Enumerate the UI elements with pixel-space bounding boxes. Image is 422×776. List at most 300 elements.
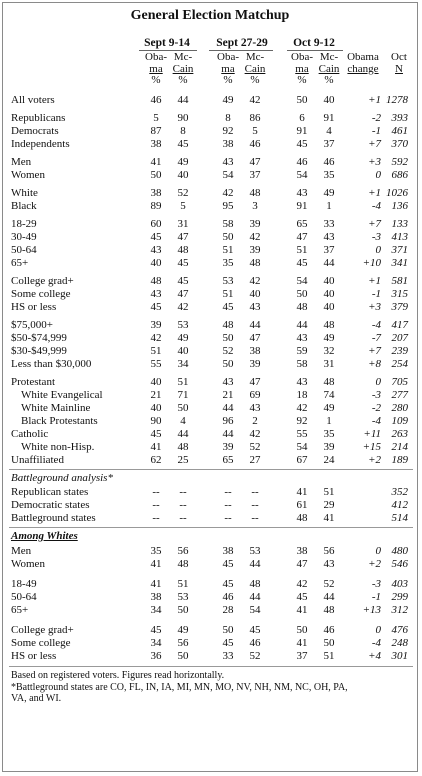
sample-size: 546 xyxy=(391,558,408,570)
mccain-value: 31 xyxy=(323,358,335,370)
obama-value: 51 xyxy=(296,244,308,256)
obama-value: 55 xyxy=(296,428,308,440)
obama-value: 41 xyxy=(150,558,162,570)
obama-value: 46 xyxy=(150,94,162,106)
row-label: White Mainline xyxy=(21,402,91,414)
obama-change-value: +7 xyxy=(368,138,381,150)
obama-value: 50 xyxy=(296,288,308,300)
obama-value: 42 xyxy=(222,187,234,199)
obama-value: 41 xyxy=(296,486,308,498)
obama-value: 43 xyxy=(222,156,234,168)
obama-value: 39 xyxy=(150,319,162,331)
mccain-value: 40 xyxy=(323,94,335,106)
obama-value: 45 xyxy=(222,301,234,313)
table-row xyxy=(3,169,417,182)
row-label: Women xyxy=(11,558,45,570)
row-label: 50-64 xyxy=(11,244,37,256)
obama-value: 51 xyxy=(150,345,162,357)
obama-change-value: -4 xyxy=(371,415,381,427)
obama-change-value: 0 xyxy=(375,244,381,256)
obama-change-value: +4 xyxy=(368,650,381,662)
table-row xyxy=(3,187,417,200)
table-row xyxy=(3,345,417,358)
mccain-value: 44 xyxy=(249,558,261,570)
obama-value: 44 xyxy=(222,428,234,440)
mccain-value: 52 xyxy=(249,650,261,662)
obama-value: 21 xyxy=(150,389,162,401)
row-label: Women xyxy=(11,169,45,181)
sample-size: 461 xyxy=(391,125,408,137)
mccain-value: 5 xyxy=(180,200,186,212)
mccain-value: 48 xyxy=(177,244,189,256)
mccain-value: 24 xyxy=(323,454,335,466)
mccain-value: 1 xyxy=(326,200,332,212)
obama-change-value: -4 xyxy=(371,319,381,331)
mccain-value: 42 xyxy=(177,301,189,313)
mccain-value: 44 xyxy=(249,591,261,603)
mccain-value: 43 xyxy=(323,231,335,243)
sample-size: 133 xyxy=(391,218,408,230)
row-label: 65+ xyxy=(11,604,29,616)
mccain-value: 74 xyxy=(323,389,335,401)
sample-size: 581 xyxy=(391,275,408,287)
mccain-value: 32 xyxy=(323,345,335,357)
obama-value: 5 xyxy=(153,112,159,124)
sample-size: 312 xyxy=(391,604,408,616)
obama-col-header: Oba- ma % xyxy=(145,51,167,86)
row-label: Men xyxy=(11,545,32,557)
obama-value: -- xyxy=(224,512,232,524)
obama-value: 54 xyxy=(296,275,308,287)
mccain-value: 40 xyxy=(323,301,335,313)
table-row xyxy=(3,578,417,591)
sample-size: 592 xyxy=(391,156,408,168)
table-row xyxy=(3,332,417,345)
obama-value: 38 xyxy=(150,187,162,199)
mccain-value: 46 xyxy=(249,637,261,649)
obama-value: 21 xyxy=(222,389,234,401)
section-divider xyxy=(9,666,413,667)
mccain-value: 2 xyxy=(252,415,258,427)
table-row xyxy=(3,650,417,663)
obama-change-value: -2 xyxy=(371,402,381,414)
among-whites-heading: Among Whites xyxy=(11,530,78,542)
sample-size: 280 xyxy=(391,402,408,414)
sample-size: 370 xyxy=(391,138,408,150)
obama-value: 50 xyxy=(296,94,308,106)
sample-size: 214 xyxy=(391,441,408,453)
obama-change-value: +15 xyxy=(362,441,381,453)
mccain-value: -- xyxy=(251,486,259,498)
obama-change-value: +11 xyxy=(363,428,381,440)
obama-value: -- xyxy=(152,499,160,511)
row-label: College grad+ xyxy=(11,624,74,636)
sample-size: 412 xyxy=(391,499,408,511)
row-label: White non-Hisp. xyxy=(21,441,95,453)
obama-change-value: -1 xyxy=(371,591,381,603)
row-label: Battleground states xyxy=(11,512,96,524)
mccain-value: 53 xyxy=(177,591,189,603)
mccain-value: 44 xyxy=(323,257,335,269)
row-label: Less than $30,000 xyxy=(11,358,92,370)
period-heading-3: Oct 9-12 xyxy=(293,37,335,49)
obama-value: 65 xyxy=(296,218,308,230)
obama-value: 54 xyxy=(296,441,308,453)
mccain-value: 49 xyxy=(177,332,189,344)
mccain-value: 49 xyxy=(323,402,335,414)
obama-change-value: -3 xyxy=(371,578,381,590)
obama-change-value: +2 xyxy=(368,558,381,570)
table-row xyxy=(3,125,417,138)
obama-change-value: -7 xyxy=(371,332,381,344)
obama-value: 41 xyxy=(150,441,162,453)
mccain-value: 37 xyxy=(323,244,335,256)
table-row xyxy=(3,389,417,402)
obama-value: 89 xyxy=(150,200,162,212)
sample-size: 299 xyxy=(391,591,408,603)
obama-value: 41 xyxy=(150,578,162,590)
obama-value: 60 xyxy=(150,218,162,230)
mccain-value: 56 xyxy=(177,545,189,557)
mccain-value: 47 xyxy=(249,156,261,168)
obama-value: 34 xyxy=(150,637,162,649)
mccain-value: 48 xyxy=(323,376,335,388)
obama-value: 38 xyxy=(222,138,234,150)
mccain-value: 35 xyxy=(323,169,335,181)
obama-value: 45 xyxy=(296,591,308,603)
obama-value: 50 xyxy=(296,624,308,636)
mccain-value: 35 xyxy=(323,428,335,440)
mccain-value: 45 xyxy=(177,257,189,269)
obama-value: 67 xyxy=(296,454,308,466)
row-label: Democrats xyxy=(11,125,59,137)
mccain-value: 49 xyxy=(323,187,335,199)
mccain-value: 51 xyxy=(323,486,335,498)
obama-value: 45 xyxy=(222,578,234,590)
obama-change-value: +1 xyxy=(368,275,381,287)
sample-size: 1026 xyxy=(386,187,408,199)
obama-value: 48 xyxy=(222,319,234,331)
obama-value: 87 xyxy=(150,125,162,137)
mccain-value: 48 xyxy=(323,604,335,616)
obama-value: 61 xyxy=(296,499,308,511)
obama-change-value: -4 xyxy=(371,637,381,649)
row-label: Black xyxy=(11,200,37,212)
obama-value: 41 xyxy=(296,604,308,616)
mccain-value: 44 xyxy=(177,428,189,440)
table-row xyxy=(3,499,417,512)
mccain-value: 37 xyxy=(323,138,335,150)
obama-value: 40 xyxy=(150,376,162,388)
obama-value: 51 xyxy=(222,244,234,256)
table-row xyxy=(3,218,417,231)
table-row xyxy=(3,604,417,617)
sample-size: 413 xyxy=(391,231,408,243)
table-row xyxy=(3,244,417,257)
mccain-value: -- xyxy=(179,512,187,524)
mccain-value: -- xyxy=(251,499,259,511)
mccain-value: 43 xyxy=(323,558,335,570)
row-label: $30-$49,999 xyxy=(11,345,67,357)
obama-change-value: +2 xyxy=(368,454,381,466)
mccain-value: 1 xyxy=(326,415,332,427)
sample-size: 239 xyxy=(391,345,408,357)
obama-value: 44 xyxy=(222,402,234,414)
obama-value: 45 xyxy=(150,428,162,440)
row-label: 65+ xyxy=(11,257,29,269)
sample-size: 254 xyxy=(391,358,408,370)
mccain-value: 48 xyxy=(323,319,335,331)
mccain-value: 48 xyxy=(177,558,189,570)
mccain-value: 46 xyxy=(249,138,261,150)
mccain-value: 34 xyxy=(177,358,189,370)
sample-size: 403 xyxy=(391,578,408,590)
table-row xyxy=(3,428,417,441)
obama-value: 6 xyxy=(299,112,305,124)
obama-col-header: Oba- ma % xyxy=(291,51,313,86)
row-label: Some college xyxy=(11,288,71,300)
mccain-value: 48 xyxy=(249,187,261,199)
table-row xyxy=(3,200,417,213)
obama-value: 55 xyxy=(150,358,162,370)
table-row xyxy=(3,288,417,301)
obama-value: -- xyxy=(152,512,160,524)
mccain-value: 45 xyxy=(249,624,261,636)
mccain-value: 49 xyxy=(177,156,189,168)
section-divider xyxy=(9,527,413,528)
row-label: Independents xyxy=(11,138,70,150)
sample-size: 352 xyxy=(391,486,408,498)
obama-value: 43 xyxy=(296,376,308,388)
obama-value: 41 xyxy=(150,156,162,168)
row-label: 18-29 xyxy=(11,218,37,230)
obama-value: 50 xyxy=(222,332,234,344)
obama-value: 43 xyxy=(222,376,234,388)
obama-value: 45 xyxy=(222,637,234,649)
obama-value: 43 xyxy=(150,288,162,300)
row-label: White xyxy=(11,187,38,199)
obama-value: 62 xyxy=(150,454,162,466)
sample-size: 514 xyxy=(391,512,408,524)
mccain-value: 44 xyxy=(249,319,261,331)
sample-size: 263 xyxy=(391,428,408,440)
obama-value: 28 xyxy=(222,604,234,616)
sample-size: 189 xyxy=(391,454,408,466)
obama-value: 48 xyxy=(150,275,162,287)
table-row xyxy=(3,454,417,467)
obama-change-value: +13 xyxy=(362,604,381,616)
obama-change-value: -3 xyxy=(371,389,381,401)
row-label: All voters xyxy=(11,94,55,106)
mccain-value: 4 xyxy=(180,415,186,427)
obama-value: 44 xyxy=(296,319,308,331)
mccain-value: 33 xyxy=(323,218,335,230)
obama-value: -- xyxy=(224,499,232,511)
obama-value: 39 xyxy=(222,441,234,453)
table-row xyxy=(3,591,417,604)
obama-value: -- xyxy=(152,486,160,498)
table-row xyxy=(3,94,417,107)
obama-change-value: +3 xyxy=(368,301,381,313)
table-row xyxy=(3,376,417,389)
mccain-value: 53 xyxy=(177,319,189,331)
mccain-value: 48 xyxy=(249,257,261,269)
mccain-value: 47 xyxy=(177,288,189,300)
mccain-value: 31 xyxy=(177,218,189,230)
obama-value: 35 xyxy=(222,257,234,269)
obama-change-value: -1 xyxy=(371,125,381,137)
obama-change-value: -2 xyxy=(371,112,381,124)
obama-value: 43 xyxy=(150,244,162,256)
obama-value: 36 xyxy=(150,650,162,662)
table-row xyxy=(3,545,417,558)
table-row xyxy=(3,486,417,499)
mccain-col-header: Mc- Cain % xyxy=(318,51,340,86)
obama-value: 54 xyxy=(222,169,234,181)
mccain-value: 47 xyxy=(249,376,261,388)
obama-value: 48 xyxy=(296,301,308,313)
obama-value: 34 xyxy=(150,604,162,616)
mccain-value: 47 xyxy=(177,231,189,243)
obama-value: 92 xyxy=(296,415,308,427)
table-row xyxy=(3,637,417,650)
obama-value: 47 xyxy=(296,558,308,570)
obama-value: 92 xyxy=(222,125,234,137)
footnote-line: VA, and WI. xyxy=(11,693,62,704)
mccain-value: 71 xyxy=(177,389,189,401)
mccain-value: 43 xyxy=(249,402,261,414)
obama-value: 46 xyxy=(222,591,234,603)
footnote-line: *Battleground states are CO, FL, IN, IA, MI, MN, MO, NV, NH, NM, NC, OH, PA, xyxy=(11,681,348,693)
sample-size: 393 xyxy=(391,112,408,124)
mccain-value: 48 xyxy=(249,578,261,590)
obama-value: 45 xyxy=(150,624,162,636)
table-row xyxy=(3,624,417,637)
sample-size: 341 xyxy=(391,257,408,269)
mccain-value: 44 xyxy=(323,591,335,603)
period-heading-2: Sept 27-29 xyxy=(216,37,268,49)
mccain-value: 51 xyxy=(177,578,189,590)
row-label: 50-64 xyxy=(11,591,37,603)
mccain-value: 90 xyxy=(177,112,189,124)
row-label: 18-49 xyxy=(11,578,37,590)
obama-value: 95 xyxy=(222,200,234,212)
obama-value: 51 xyxy=(222,288,234,300)
sample-size: 371 xyxy=(391,244,408,256)
sample-size: 379 xyxy=(391,301,408,313)
obama-value: 91 xyxy=(296,200,308,212)
obama-value: 45 xyxy=(222,558,234,570)
sample-size: 1278 xyxy=(386,94,408,106)
mccain-value: 52 xyxy=(249,441,261,453)
row-label: White Evangelical xyxy=(21,389,103,401)
mccain-value: 40 xyxy=(249,288,261,300)
obama-value: 8 xyxy=(225,112,231,124)
sample-size: 705 xyxy=(391,376,408,388)
obama-col-header: Oba- ma % xyxy=(217,51,239,86)
mccain-value: 5 xyxy=(252,125,258,137)
mccain-value: 29 xyxy=(323,499,335,511)
mccain-value: 40 xyxy=(177,345,189,357)
obama-value: 59 xyxy=(296,345,308,357)
table-row xyxy=(3,112,417,125)
mccain-value: 47 xyxy=(249,332,261,344)
obama-change-col-header: Obama change xyxy=(347,51,379,75)
mccain-value: 52 xyxy=(177,187,189,199)
mccain-value: 50 xyxy=(177,604,189,616)
mccain-value: 42 xyxy=(249,275,261,287)
mccain-value: 43 xyxy=(249,301,261,313)
mccain-value: 42 xyxy=(249,231,261,243)
mccain-value: 45 xyxy=(177,138,189,150)
row-label: Some college xyxy=(11,637,71,649)
row-label: Republicans xyxy=(11,112,66,124)
obama-change-value: 0 xyxy=(375,545,381,557)
obama-value: 33 xyxy=(222,650,234,662)
table-row xyxy=(3,138,417,151)
obama-change-value: +1 xyxy=(368,187,381,199)
row-label: HS or less xyxy=(11,650,57,662)
obama-value: 54 xyxy=(296,169,308,181)
mccain-value: 48 xyxy=(177,441,189,453)
table-row xyxy=(3,156,417,169)
sample-size: 301 xyxy=(391,650,408,662)
obama-value: 43 xyxy=(296,332,308,344)
obama-value: 91 xyxy=(296,125,308,137)
obama-value: 58 xyxy=(296,358,308,370)
row-label: HS or less xyxy=(11,301,57,313)
obama-value: 42 xyxy=(296,402,308,414)
mccain-value: 39 xyxy=(249,358,261,370)
mccain-value: 41 xyxy=(323,512,335,524)
mccain-value: 50 xyxy=(177,402,189,414)
obama-value: 50 xyxy=(222,624,234,636)
mccain-value: 49 xyxy=(177,624,189,636)
sample-size: 207 xyxy=(391,332,408,344)
obama-value: 38 xyxy=(222,545,234,557)
mccain-value: 4 xyxy=(326,125,332,137)
obama-value: 45 xyxy=(296,138,308,150)
mccain-value: 40 xyxy=(177,169,189,181)
row-label: College grad+ xyxy=(11,275,74,287)
obama-value: 45 xyxy=(296,257,308,269)
mccain-value: 69 xyxy=(249,389,261,401)
sample-size: 248 xyxy=(391,637,408,649)
mccain-value: 39 xyxy=(249,218,261,230)
row-label: Catholic xyxy=(11,428,49,440)
obama-value: 96 xyxy=(222,415,234,427)
mccain-value: -- xyxy=(251,512,259,524)
mccain-value: 39 xyxy=(249,244,261,256)
oct-n-col-header: Oct N xyxy=(391,51,407,75)
obama-value: 40 xyxy=(150,402,162,414)
mccain-value: 56 xyxy=(177,637,189,649)
mccain-value: 39 xyxy=(323,441,335,453)
battleground-heading: Battleground analysis* xyxy=(11,472,113,484)
mccain-value: 49 xyxy=(323,332,335,344)
sample-size: 277 xyxy=(391,389,408,401)
mccain-value: 56 xyxy=(323,545,335,557)
mccain-value: 91 xyxy=(323,112,335,124)
row-label: Unaffiliated xyxy=(11,454,64,466)
sample-size: 476 xyxy=(391,624,408,636)
table-row xyxy=(3,319,417,332)
obama-value: 18 xyxy=(296,389,308,401)
mccain-value: 50 xyxy=(177,650,189,662)
section-divider xyxy=(9,469,413,470)
mccain-value: 54 xyxy=(249,604,261,616)
obama-value: 42 xyxy=(150,332,162,344)
